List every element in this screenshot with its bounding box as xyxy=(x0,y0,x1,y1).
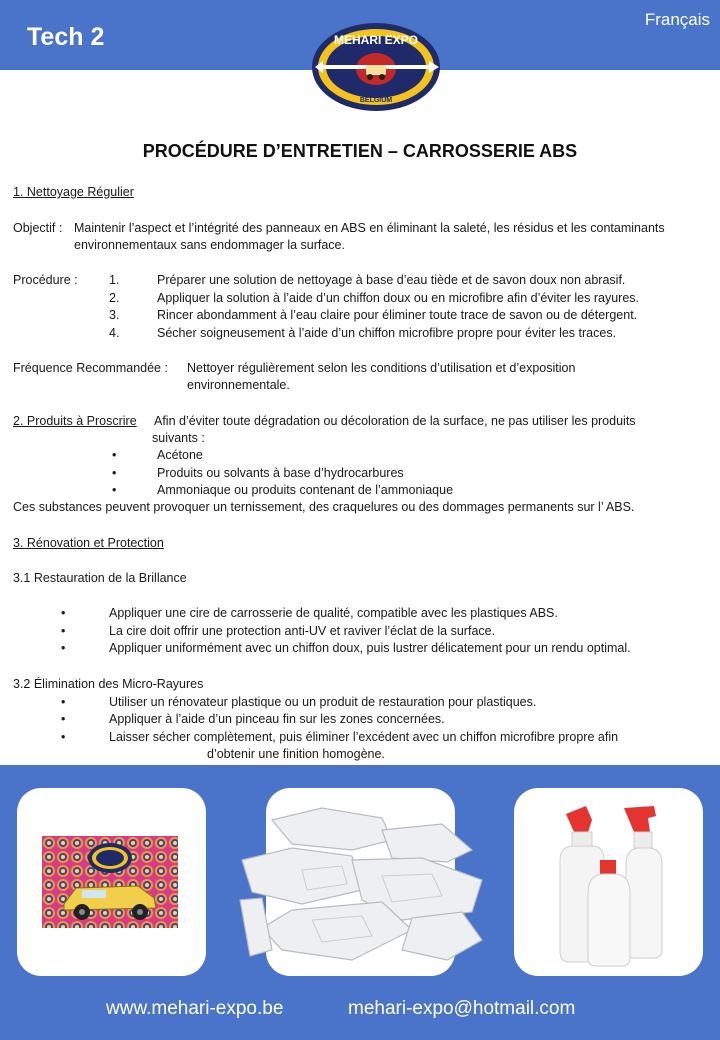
forbidden-item: Acétone xyxy=(157,448,203,462)
step-text: Appliquer la solution à l’aide d’un chiffon doux ou en microfibre afin d’éviter les rayures. xyxy=(157,291,639,305)
section-2-intro-1: Afin d’éviter toute dégradation ou décoloration de la surface, ne pas utiliser les produits xyxy=(154,414,636,428)
forbidden-item: Produits ou solvants à base d’hydrocarbures xyxy=(157,466,404,480)
mehari-expo-logo xyxy=(311,22,441,112)
bullet-icon: • xyxy=(112,448,117,462)
cleaning-bottles-image xyxy=(552,802,672,970)
mehari-poster-image xyxy=(42,836,178,928)
bullet-icon: • xyxy=(61,712,66,726)
frequence-label: Fréquence Recommandée : xyxy=(13,361,168,375)
section-2-heading: 2. Produits à Proscrire xyxy=(13,414,137,428)
section-1-heading: 1. Nettoyage Régulier xyxy=(13,185,134,199)
bullet-icon: • xyxy=(61,606,66,620)
list-item: La cire doit offrir une protection anti-UV et raviver l’éclat de la surface. xyxy=(109,624,496,638)
procedure-label: Procédure : xyxy=(13,273,78,287)
step-text: Rincer abondamment à l’eau claire pour éliminer toute trace de savon ou de détergent. xyxy=(157,308,638,322)
step-text: Sécher soigneusement à l’aide d’un chiffon microfibre propre pour éviter les traces. xyxy=(157,326,617,340)
website-link[interactable]: www.mehari-expo.be xyxy=(106,998,284,1019)
forbidden-item: Ammoniaque ou produits contenant de l’ammoniaque xyxy=(157,483,454,497)
step-number: 3. xyxy=(109,308,120,322)
bullet-icon: • xyxy=(61,624,66,638)
frequence-text-2: environnementale. xyxy=(187,378,290,392)
list-item: Appliquer uniformément avec un chiffon doux, puis lustrer délicatement pour un rendu optimal. xyxy=(109,641,631,655)
language-selector[interactable]: Français xyxy=(644,10,710,29)
section-3-heading: 3. Rénovation et Protection xyxy=(13,536,164,550)
abs-body-panels-image xyxy=(232,800,490,975)
section-2-warning: Ces substances peuvent provoquer un ternissement, des craquelures ou des dommages permanents sur l’ ABS. xyxy=(13,500,635,514)
bullet-icon: • xyxy=(112,483,117,497)
bullet-icon: • xyxy=(61,730,66,744)
list-item: Utiliser un rénovateur plastique ou un produit de restauration pour plastiques. xyxy=(109,695,537,709)
subsection-3-1-heading: 3.1 Restauration de la Brillance xyxy=(13,571,187,585)
tech-label: Tech 2 xyxy=(27,23,105,51)
bullet-icon: • xyxy=(61,695,66,709)
list-item: Appliquer une cire de carrosserie de qualité, compatible avec les plastiques ABS. xyxy=(109,606,558,620)
list-item-continuation: d’obtenir une finition homogène. xyxy=(207,747,385,761)
logo-text-bottom: BELGIUM xyxy=(359,97,393,104)
objectif-label: Objectif : xyxy=(13,221,63,235)
list-item: Laisser sécher complètement, puis éliminer l’excédent avec un chiffon microfibre propre afin xyxy=(109,730,619,744)
email-link[interactable]: mehari-expo@hotmail.com xyxy=(348,998,576,1019)
objectif-text-2: environnementaux sans endommager la surface. xyxy=(74,238,345,252)
bullet-icon: • xyxy=(61,641,66,655)
step-number: 1. xyxy=(109,273,120,287)
step-number: 2. xyxy=(109,291,120,305)
cleaning-products-card xyxy=(514,788,703,976)
list-item: Appliquer à l’aide d’un pinceau fin sur les zones concernées. xyxy=(109,712,445,726)
step-text: Préparer une solution de nettoyage à base d’eau tiède et de savon doux non abrasif. xyxy=(157,273,626,287)
objectif-text-1: Maintenir l’aspect et l’intégrité des panneaux en ABS en éliminant la saleté, les résidus et les contaminants xyxy=(74,221,665,235)
section-2-intro-2: suivants : xyxy=(152,431,205,445)
step-number: 4. xyxy=(109,326,120,340)
subsection-3-2-heading: 3.2 Élimination des Micro-Rayures xyxy=(13,677,204,691)
bullet-icon: • xyxy=(112,466,117,480)
page-title: PROCÉDURE D’ENTRETIEN – CARROSSERIE ABS xyxy=(142,141,578,161)
logo-text-top: MEHARI EXPO xyxy=(333,33,419,47)
poster-card xyxy=(17,788,206,976)
frequence-text-1: Nettoyer régulièrement selon les conditions d’utilisation et d’exposition xyxy=(187,361,576,375)
